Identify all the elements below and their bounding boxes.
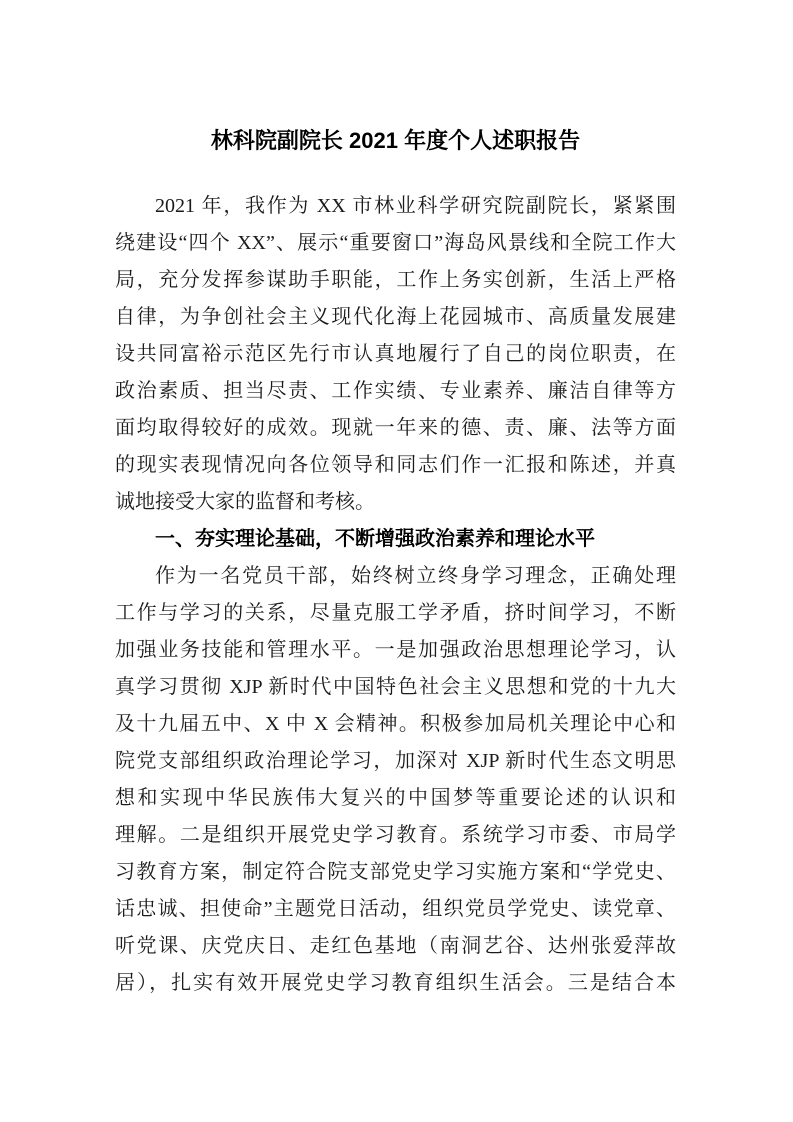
text-line: 想和实现中华民族伟大复兴的中国梦等重要论述的认识和 — [115, 787, 676, 809]
text-line: 习教育方案，制定符合院支部党史学习实施方案和“学党史、 — [115, 861, 676, 883]
intro-paragraph — [115, 188, 676, 521]
text-line: 院党支部组织政治理论学习，加深对 XJP 新时代生态文明思 — [115, 750, 676, 772]
text-line: 自律，为争创社会主义现代化海上花园城市、高质量发展建 — [115, 306, 676, 328]
text-line: 作为一名党员干部，始终树立终身学习理念，正确处理 — [155, 565, 676, 587]
document-title: 林科院副院长 2021 年度个人述职报告 — [210, 128, 581, 153]
text-line: 居），扎实有效开展党史学习教育组织生活会。三是结合本 — [115, 972, 676, 994]
text-line: 政治素质、担当尽责、工作实绩、专业素养、廉洁自律等方 — [115, 380, 676, 402]
text-line: 的现实表现情况向各位领导和同志们作一汇报和陈述，并真 — [115, 454, 676, 476]
text-line: 加强业务技能和管理水平。一是加强政治思想理论学习，认 — [115, 639, 676, 661]
text-line: 听党课、庆党庆日、走红色基地（南洞艺谷、达州张爱萍故 — [115, 935, 676, 957]
text-line: 理解。二是组织开展党史学习教育。系统学习市委、市局学 — [115, 824, 676, 846]
text-line: 真学习贯彻 XJP 新时代中国特色社会主义思想和党的十九大 — [115, 676, 676, 698]
text-line: 工作与学习的关系，尽量克服工学矛盾，挤时间学习，不断 — [115, 602, 676, 624]
section-1-paragraph — [115, 558, 676, 1002]
text-line: 2021 年，我作为 XX 市林业科学研究院副院长，紧紧围 — [155, 195, 676, 217]
text-line: 话忠诚、担使命”主题党日活动，组织党员学党史、读党章、 — [115, 898, 676, 920]
text-line: 绕建设“四个 XX”、展示“重要窗口”海岛风景线和全院工作大 — [115, 232, 676, 254]
section-1-heading: 一、夯实理论基础，不断增强政治素养和理论水平 — [155, 528, 595, 550]
text-line: 局，充分发挥参谋助手职能，工作上务实创新，生活上严格 — [115, 269, 676, 291]
text-line: 设共同富裕示范区先行市认真地履行了自己的岗位职责，在 — [115, 343, 676, 365]
text-line: 诚地接受大家的监督和考核。 — [115, 491, 375, 513]
text-line: 面均取得较好的成效。现就一年来的德、责、廉、法等方面 — [115, 417, 676, 439]
text-line: 及十九届五中、X 中 X 会精神。积极参加局机关理论中心和 — [115, 713, 676, 735]
